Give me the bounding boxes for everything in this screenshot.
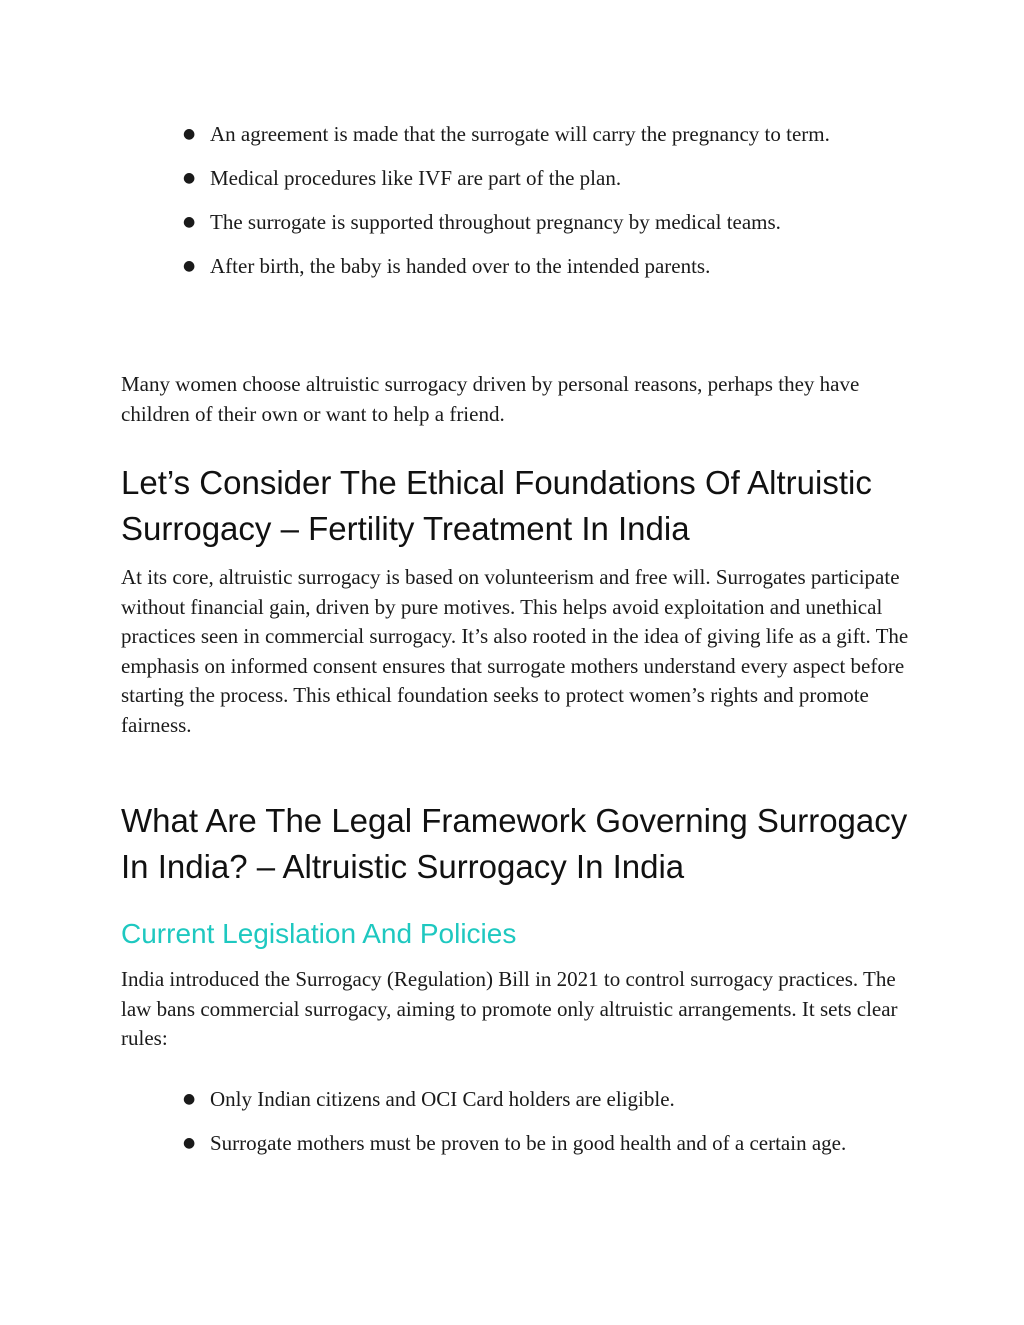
bullet-icon: ● [183,258,196,274]
ethics-heading: Let’s Consider The Ethical Foundations Of Altruistic Surrogacy – Fertility Treatment In India [121,464,872,547]
bullet-icon: ● [183,170,196,186]
legislation-paragraph: India introduced the Surrogacy (Regulation) Bill in 2021 to control surrogacy practices. The law bans commercial surrogacy, aiming to promote only altruistic arrangements. It sets clear rules: [121,967,898,1050]
list-item: ● The surrogate is supported throughout pregnancy by medical teams. [0,200,910,244]
bullet-icon: ● [183,126,196,142]
legislation-subheading: Current Legislation And Policies [121,918,517,949]
bullet-icon: ● [183,214,196,230]
list-item: ● After birth, the baby is handed over to the intended parents. [0,244,910,288]
bullet-list-process [0,112,910,288]
intro-paragraph: Many women choose altruistic surrogacy driven by personal reasons, perhaps they have children of their own or want to help a friend. [121,372,860,426]
list-item: ● Only Indian citizens and OCI Card holders are eligible. [0,1077,910,1121]
legal-heading: What Are The Legal Framework Governing Surrogacy In India? – Altruistic Surrogacy In India [121,802,908,885]
list-item: ● Medical procedures like IVF are part of the plan. [0,156,910,200]
bullet-icon: ● [183,1091,196,1107]
ethics-paragraph: At its core, altruistic surrogacy is based on volunteerism and free will. Surrogates participate without financial gain, driven by pure motives. This helps avoid exploitation and unethical practices seen in commercial surrogacy. It’s also rooted in the idea of giving life as a gift. The emphasis on informed consent ensures that surrogate mothers understand every aspect before starting the process. This ethical foundation seeks to protect women’s rights and promote fairness. [121,565,909,737]
list-item: ● An agreement is made that the surrogate will carry the pregnancy to term. [0,112,910,156]
bullet-icon: ● [183,1135,196,1151]
bullet-list-eligibility [0,1077,910,1165]
list-item: ● Surrogate mothers must be proven to be in good health and of a certain age. [0,1121,910,1165]
